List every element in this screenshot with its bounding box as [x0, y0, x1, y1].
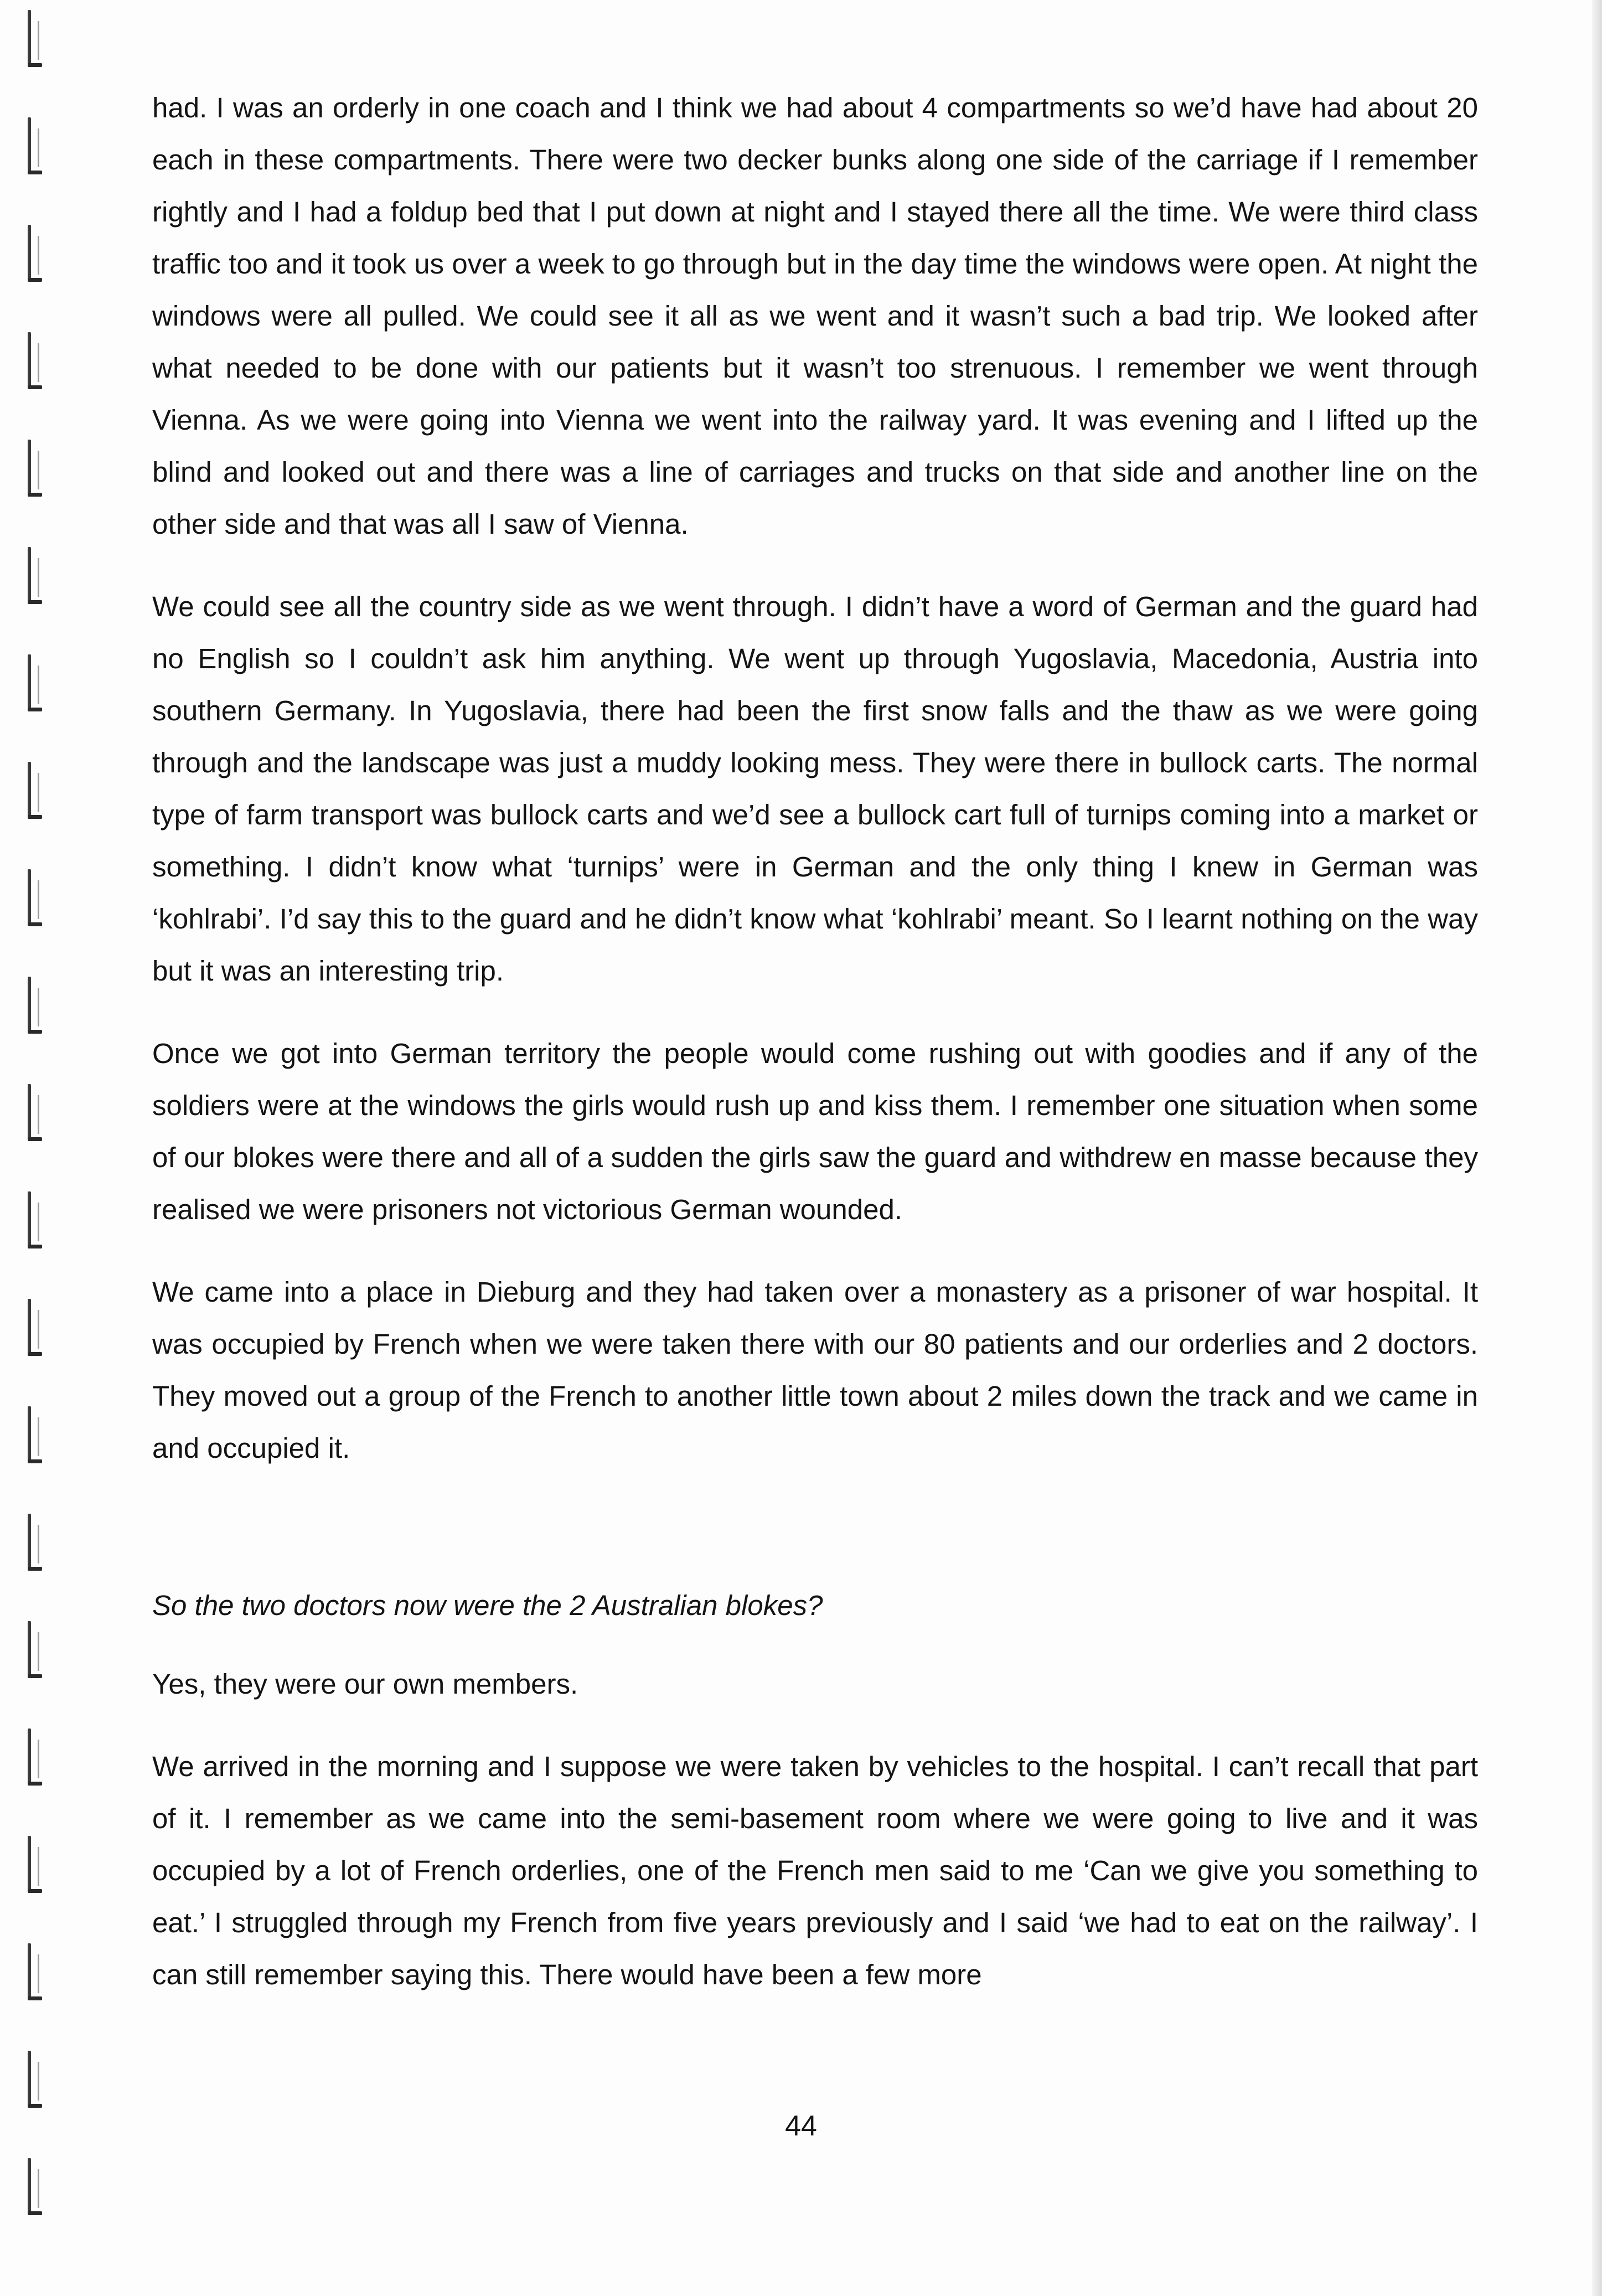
binding-ring	[22, 1191, 43, 1252]
binding-ring	[22, 332, 43, 393]
binding-ring	[22, 2051, 43, 2112]
interviewee-answer: Yes, they were our own members.	[152, 1668, 578, 1700]
ring-binding	[12, 0, 51, 2296]
binding-ring	[22, 1406, 43, 1467]
binding-ring	[22, 1514, 43, 1575]
paragraph: Once we got into German territory the people would come rushing out with goodies and if any of the soldiers were at the windows the girls would rush up and kiss them. I remember one situation when some of our blokes were there and all of a sudden the girls saw the guard and withdrew en masse because they realised we were prisoners not victorious German wounded.	[152, 1038, 1478, 1225]
binding-ring	[22, 869, 43, 930]
binding-ring	[22, 440, 43, 501]
page-number: 44	[785, 2110, 817, 2142]
binding-ring	[22, 117, 43, 178]
binding-ring	[22, 977, 43, 1038]
binding-ring	[22, 1943, 43, 2004]
binding-ring	[22, 2158, 43, 2219]
binding-ring	[22, 10, 43, 71]
binding-ring	[22, 1729, 43, 1789]
binding-ring	[22, 547, 43, 608]
binding-ring	[22, 1836, 43, 1897]
paragraph: We arrived in the morning and I suppose we were taken by vehicles to the hospital. I can’t recall that part of it. I remember as we came into the semi-basement room where we were going to live and it was occupied by a lot of French orderlies, one of the French men said to me ‘Can we give you something to eat.’ I struggled through my French from five years previously and I said ‘we had to eat on the railway’. I can still remember saying this. There would have been a few more	[152, 1751, 1478, 1990]
transcript-body	[152, 82, 1478, 2031]
binding-ring	[22, 654, 43, 715]
binding-ring	[22, 225, 43, 286]
binding-ring	[22, 1621, 43, 1682]
paragraph: We came into a place in Dieburg and they had taken over a monastery as a prisoner of war hospital. It was occupied by French when we were taken there with our 80 patients and our orderlies and 2 doctors. They moved out a group of the French to another little town about 2 miles down the track and we came in and occupied it.	[152, 1276, 1478, 1464]
binding-ring	[22, 1084, 43, 1145]
interviewer-question: So the two doctors now were the 2 Australian blokes?	[152, 1590, 823, 1621]
binding-ring	[22, 1299, 43, 1360]
paragraph: We could see all the country side as we went through. I didn’t have a word of German and the guard had no English so I couldn’t ask him anything. We went up through Yugoslavia, Macedonia, Austria into southern Germany. In Yugoslavia, there had been the first snow falls and the thaw as we were going through and the landscape was just a muddy looking mess. They were there in bullock carts. The normal type of farm transport was bullock carts and we’d see a bullock cart full of turnips coming into a market or something. I didn’t know what ‘turnips’ were in German and the only thing I knew in German was ‘kohlrabi’. I’d say this to the guard and he didn’t know what ‘kohlrabi’ meant. So I learnt nothing on the way but it was an interesting trip.	[152, 591, 1478, 987]
binding-ring	[22, 762, 43, 823]
page-edge-shadow	[1592, 0, 1602, 2296]
paragraph: had. I was an orderly in one coach and I think we had about 4 compartments so we’d have had about 20 each in these compartments. There were two decker bunks along one side of the carriage if I remember rightly and I had a foldup bed that I put down at night and I stayed there all the time. We were third class traffic too and it took us over a week to go through but in the day time the windows were open. At night the windows were all pulled. We could see it all as we went and it wasn’t such a bad trip. We looked after what needed to be done with our patients but it wasn’t too strenuous. I remember we went through Vienna. As we were going into Vienna we went into the railway yard. It was evening and I lifted up the blind and looked out and there was a line of carriages and trucks on that side and another line on the other side and that was all I saw of Vienna.	[152, 92, 1478, 540]
